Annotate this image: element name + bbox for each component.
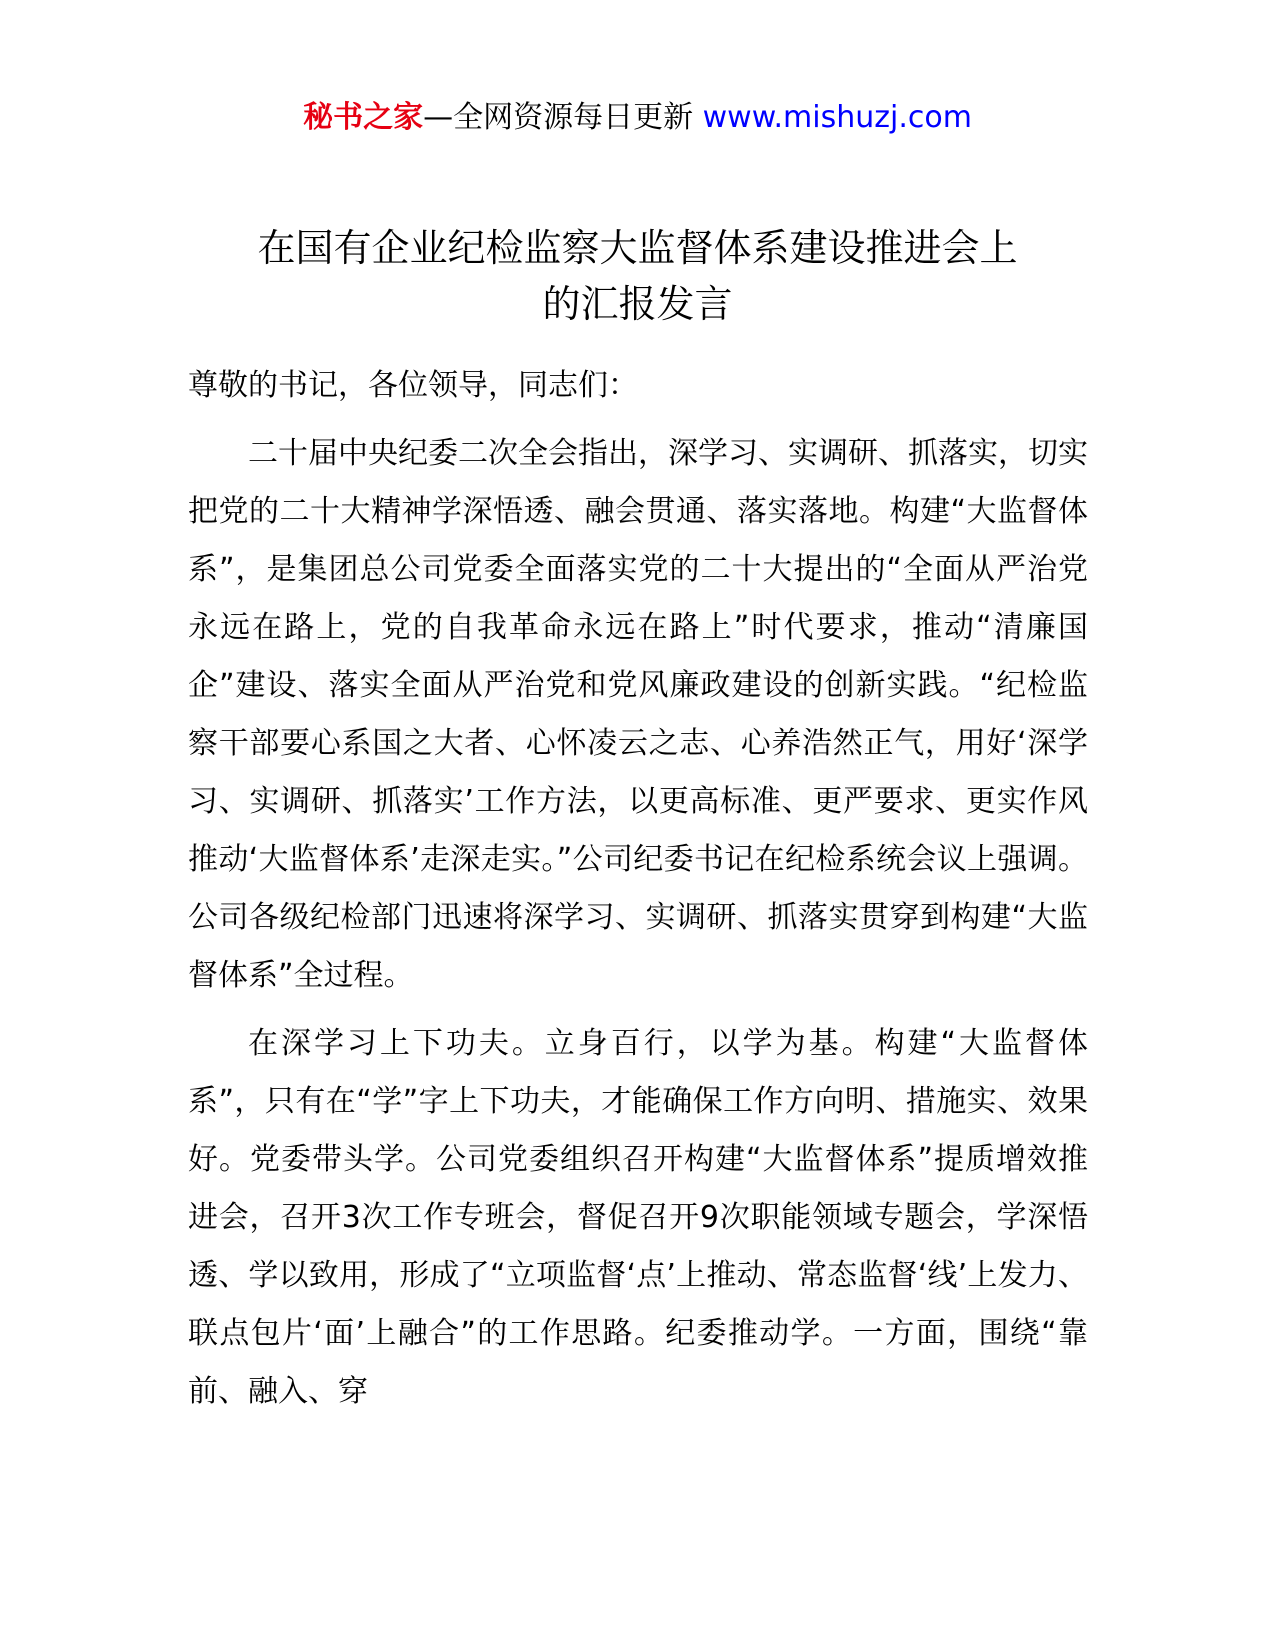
- site-url-link[interactable]: www.mishuzj.com: [702, 100, 972, 135]
- paragraph-2: 在深学习上下功夫。立身百行，以学为基。构建“大监督体系”，只有在“学”字上下功夫，才能确保工作方向明、措施实、效果好。党委带头学。公司党委组织召开构建“大监督体系”提质增效推进会，召开3次工作专班会，督促召开9次职能领域专题会，学深悟透、学以致用，形成了“立项监督‘点’上推动、常态监督‘线’上发力、联点包片‘面’上融合”的工作思路。纪委推动学。一方面，围绕“靠前、融入、穿: [188, 1026, 1088, 1409]
- title-line-1: 在国有企业纪检监察大监督体系建设推进会上: [257, 226, 1018, 270]
- document-title: [180, 220, 1095, 332]
- paragraph-1: 二十届中央纪委二次全会指出，深学习、实调研、抓落实，切实把党的二十大精神学深悟透、融会贯通、落实落地。构建“大监督体系”，是集团总公司党委全面落实党的二十大提出的“全面从严治党永远在路上，党的自我革命永远在路上”时代要求，推动“清廉国企”建设、落实全面从严治党和党风廉政建设的创新实践。“纪检监察干部要心系国之大者、心怀凌云之志、心养浩然正气，用好‘深学习、实调研、抓落实’工作方法，以更高标准、更严要求、更实作风推动‘大监督体系’走深走实。”公司纪委书记在纪检系统会议上强调。公司各级纪检部门迅速将深学习、实调研、抓落实贯穿到构建“大监督体系”全过程。: [188, 436, 1088, 993]
- title-line-2: 的汇报发言: [542, 282, 733, 326]
- site-tagline: —全网资源每日更新: [423, 100, 703, 135]
- document-body: [188, 357, 1088, 1431]
- site-brand: 秘书之家: [303, 100, 424, 135]
- site-header: [0, 96, 1275, 140]
- salutation: 尊敬的书记，各位领导，同志们：: [188, 368, 638, 403]
